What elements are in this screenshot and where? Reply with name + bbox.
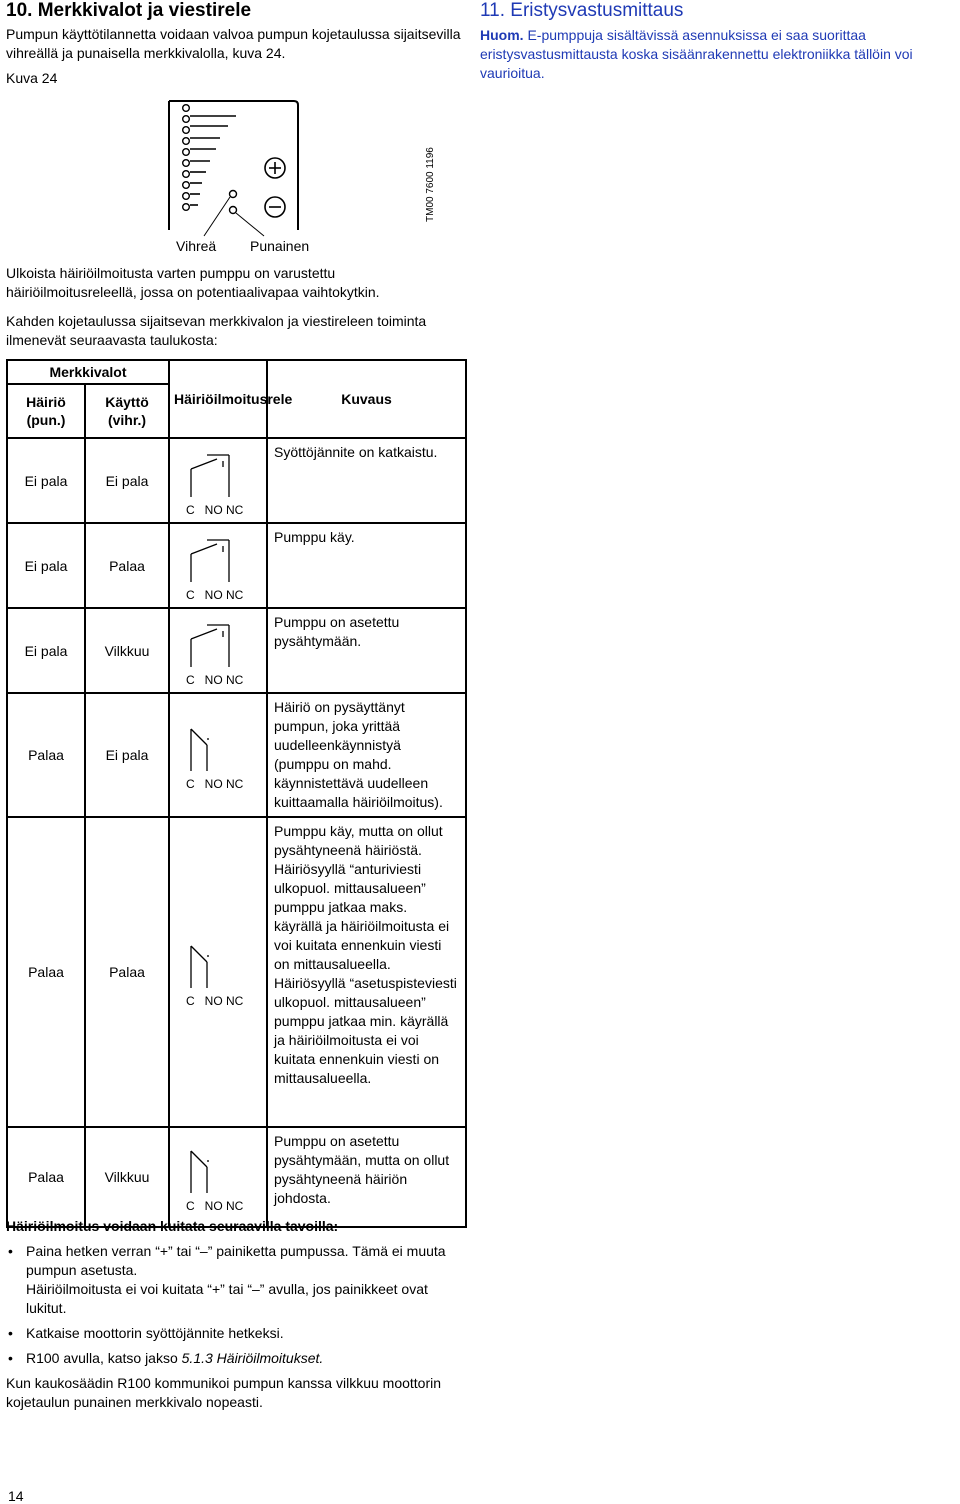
cell-relay xyxy=(169,608,267,693)
cell-run xyxy=(85,523,169,608)
section-10-title: 10. Merkkivalot ja viestirele xyxy=(6,0,252,21)
cell-relay xyxy=(169,817,267,1127)
cell-fault xyxy=(7,608,85,693)
table-row xyxy=(7,1127,466,1227)
cell-run-text: Ei pala xyxy=(105,747,149,763)
relay-terminal-labels: C NO NC xyxy=(186,587,244,602)
cell-desc xyxy=(267,608,466,693)
section-11 xyxy=(480,0,956,83)
reset-methods-list xyxy=(6,1242,458,1368)
reset-method-buttons-text: Paina hetken verran “+” tai “–” painiketta pumpussa. Tämä ei muuta pumpun asetusta. xyxy=(26,1243,446,1278)
relay-terminal-labels: C NO NC xyxy=(186,994,244,1008)
section-11-title: 11. Eristysvastusmittaus xyxy=(480,0,684,21)
table-row xyxy=(7,693,466,817)
cell-run xyxy=(85,1127,169,1227)
cell-desc xyxy=(267,1127,466,1227)
cell-desc-text: Pumppu on asetettu pysähtymään. xyxy=(274,614,400,649)
reset-method-r100-link: 5.1.3 Häiriöilmoitukset. xyxy=(181,1350,324,1366)
figure-caption: Kuva 24 xyxy=(6,70,58,86)
indicator-relay-table xyxy=(6,359,467,1228)
reset-method-power: • Katkaise moottorin syöttöjännite hetkeksi. xyxy=(6,1324,458,1343)
relay-terminal-labels: C NO NC xyxy=(186,777,244,791)
cell-fault-text: Palaa xyxy=(28,964,64,980)
reset-heading: Häiriöilmoitus voidaan kuitata seuraavilla tavoilla: xyxy=(6,1218,339,1234)
cell-fault xyxy=(7,1127,85,1227)
note-text: E-pumppuja sisältävissä asennuksissa ei saa suorittaa eristysvastusmittausta koska sisäänrakennettu elektroniikka tällöin voi vaurioitua. xyxy=(480,27,913,81)
cell-fault xyxy=(7,693,85,817)
cell-run-text: Vilkkuu xyxy=(104,1169,150,1185)
cell-desc-text: Pumppu käy, mutta on ollut pysähtyneenä häiriöstä. Häiriösyyllä “anturiviesti ulkopuol. mittausalueen” pumppu jatkaa maks. käyrällä ja häiriöilmoitusta ei voi kuitata ennenkuin viesti on mittausalueella. Häiriösyyllä “asetuspisteviesti ulkopuol. mittausalueen” pumppu jatkaa min. käyrällä ja häiriöilmoitusta ei voi kuitata ennenkuin viesti on mittausalueella. xyxy=(274,823,457,1086)
cell-relay xyxy=(169,438,267,523)
r100-footer-note: Kun kaukosäädin R100 kommunikoi pumpun kanssa vilkkuu moottorin kojetaulun punainen merkkivalo nopeasti. xyxy=(6,1375,442,1410)
cell-relay xyxy=(169,523,267,608)
relay-terminal-labels: C NO NC xyxy=(186,672,244,687)
cell-desc-text: Pumppu on asetettu pysähtymään, mutta on ollut pysähtyneenä häiriön johdosta. xyxy=(274,1133,450,1206)
cell-run xyxy=(85,438,169,523)
cell-run-text: Vilkkuu xyxy=(104,642,150,659)
cell-fault-text: Palaa xyxy=(28,1169,64,1185)
cell-run xyxy=(85,608,169,693)
cell-fault-text: Ei pala xyxy=(24,557,68,574)
header-merkkivalot: Merkkivalot xyxy=(7,360,169,384)
section-11-note xyxy=(480,26,956,83)
relay-intro-paragraph: Ulkoista häiriöilmoitusta varten pumppu on varustettu häiriöilmoitusreleellä, jossa on potentiaalivapaa vaihtokytkin. xyxy=(6,265,380,300)
cell-fault-text: Ei pala xyxy=(24,472,68,489)
control-panel-drawing xyxy=(166,98,466,258)
relay-terminal-labels: C NO NC xyxy=(186,502,244,517)
section-10-intro: Pumpun käyttötilannetta voidaan valvoa pumpun kojetaulussa sijaitsevilla vihreällä ja punaisella merkkivalolla, kuva 24. xyxy=(6,26,461,61)
label-green: Vihreä xyxy=(176,238,217,254)
figure-code: TM00 7600 1196 xyxy=(425,147,436,222)
table-row xyxy=(7,438,466,523)
table-row xyxy=(7,523,466,608)
reset-method-r100 xyxy=(6,1349,458,1368)
table-row xyxy=(7,817,466,1127)
cell-fault xyxy=(7,438,85,523)
cell-desc-text: Syöttöjännite on katkaistu. xyxy=(274,444,438,460)
reset-section xyxy=(6,1217,458,1412)
cell-desc xyxy=(267,817,466,1127)
table-row xyxy=(7,608,466,693)
page-number: 14 xyxy=(8,1488,24,1504)
note-label: Huom. xyxy=(480,27,524,43)
cell-run-text: Palaa xyxy=(109,557,145,574)
reset-method-buttons-note: Häiriöilmoitusta ei voi kuitata “+” tai “–” avulla, jos painikkeet ovat lukitut. xyxy=(26,1281,428,1316)
cell-run-text: Palaa xyxy=(109,964,145,980)
cell-desc xyxy=(267,693,466,817)
cell-desc xyxy=(267,523,466,608)
label-red: Punainen xyxy=(250,238,310,254)
cell-run-text: Ei pala xyxy=(105,472,149,489)
cell-run xyxy=(85,693,169,817)
cell-fault-text: Palaa xyxy=(28,747,64,763)
cell-desc-text: Pumppu käy. xyxy=(274,529,355,545)
cell-fault xyxy=(7,817,85,1127)
cell-desc xyxy=(267,438,466,523)
cell-relay xyxy=(169,1127,267,1227)
cell-relay xyxy=(169,693,267,817)
cell-fault xyxy=(7,523,85,608)
cell-run xyxy=(85,817,169,1127)
reset-method-r100-text: R100 avulla, katso jakso xyxy=(26,1350,182,1366)
cell-desc-text: Häiriö on pysäyttänyt pumpun, joka yrittää uudelleenkäynnistyä (pumppu on mahd. käynnistettävä uudelleen kuittaamalla häiriöilmoitus). xyxy=(274,699,443,810)
reset-method-buttons xyxy=(6,1242,458,1318)
header-fault: Häiriö (pun.) xyxy=(7,384,85,438)
header-relay: Häiriöilmoitusrele xyxy=(169,360,267,438)
cell-fault-text: Ei pala xyxy=(24,642,68,659)
table-intro-paragraph: Kahden kojetaulussa sijaitsevan merkkivalon ja viestireleen toiminta ilmenevät seuraavasta taulukosta: xyxy=(6,313,427,348)
relay-terminal-labels: C NO NC xyxy=(186,1199,244,1213)
header-run: Käyttö (vihr.) xyxy=(85,384,169,438)
header-desc: Kuvaus xyxy=(267,360,466,438)
control-panel-figure xyxy=(166,98,466,258)
